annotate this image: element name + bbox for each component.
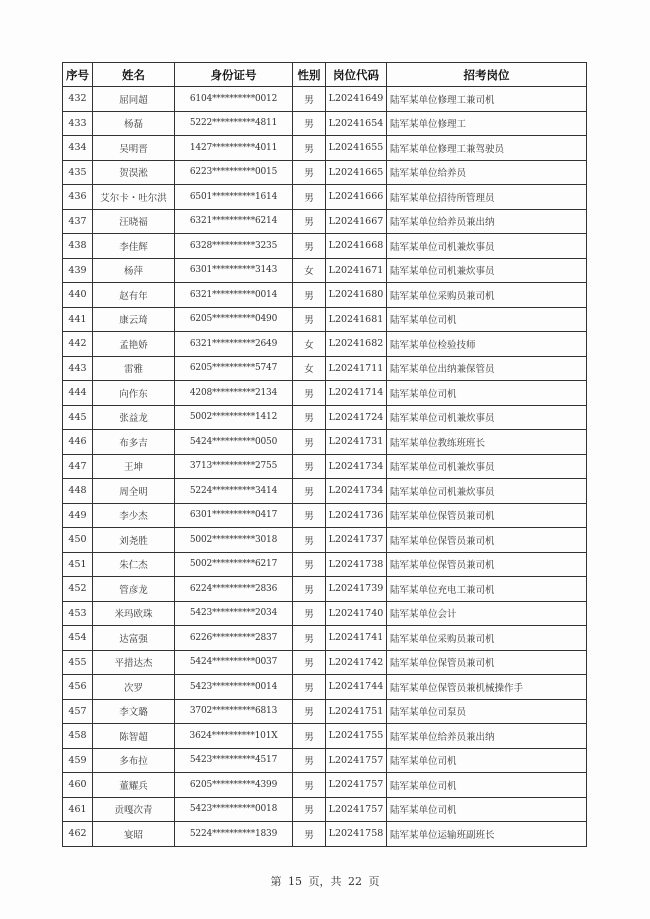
cell-gender: 男: [293, 699, 326, 724]
cell-name: 管彦龙: [93, 577, 175, 602]
cell-post-name: 陆军某单位保管员兼司机: [387, 528, 587, 553]
cell-id-number: 5424**********0050: [175, 430, 293, 455]
cell-gender: 女: [293, 332, 326, 357]
cell-gender: 男: [293, 160, 326, 185]
cell-gender: 男: [293, 503, 326, 528]
cell-name: 达富强: [93, 626, 175, 651]
table-row: [63, 479, 587, 504]
cell-gender: 男: [293, 307, 326, 332]
cell-id-number: 6205**********4399: [175, 773, 293, 798]
cell-index: 447: [63, 454, 93, 479]
table-row: [63, 601, 587, 626]
cell-id-number: 6301**********3143: [175, 258, 293, 283]
cell-gender: 男: [293, 773, 326, 798]
cell-id-number: 5423**********2034: [175, 601, 293, 626]
cell-name: 李文璐: [93, 699, 175, 724]
cell-post-name: 陆军某单位司机: [387, 748, 587, 773]
table-row: [63, 650, 587, 675]
cell-index: 459: [63, 748, 93, 773]
cell-gender: 男: [293, 283, 326, 308]
cell-post-code: L20241655: [326, 136, 387, 161]
header-id-number: 身份证号: [175, 63, 293, 87]
table-row: [63, 454, 587, 479]
cell-name: 艾尔卡・吐尔洪: [93, 185, 175, 210]
cell-post-name: 陆军某单位运输班副班长: [387, 822, 587, 847]
cell-id-number: 1427**********4011: [175, 136, 293, 161]
cell-id-number: 6224**********2836: [175, 577, 293, 602]
cell-index: 455: [63, 650, 93, 675]
table-row: [63, 675, 587, 700]
cell-index: 454: [63, 626, 93, 651]
cell-gender: 男: [293, 381, 326, 406]
cell-id-number: 3624**********101X: [175, 724, 293, 749]
table-row: [63, 234, 587, 259]
cell-post-code: L20241714: [326, 381, 387, 406]
cell-gender: 男: [293, 111, 326, 136]
cell-post-name: 陆军某单位采购员兼司机: [387, 283, 587, 308]
table-header-row: [63, 63, 587, 87]
cell-post-name: 陆军某单位司机兼炊事员: [387, 234, 587, 259]
cell-post-code: L20241668: [326, 234, 387, 259]
table-row: [63, 111, 587, 136]
cell-id-number: 6205**********0490: [175, 307, 293, 332]
page-number: 第 15 页，共 22 页: [270, 875, 380, 888]
cell-post-name: 陆军某单位司机兼炊事员: [387, 454, 587, 479]
cell-gender: 男: [293, 675, 326, 700]
cell-index: 434: [63, 136, 93, 161]
cell-post-code: L20241755: [326, 724, 387, 749]
table-row: [63, 430, 587, 455]
cell-post-name: 陆军某单位检验技师: [387, 332, 587, 357]
table-row: [63, 822, 587, 847]
cell-index: 432: [63, 87, 93, 112]
cell-name: 屈同超: [93, 87, 175, 112]
cell-index: 452: [63, 577, 93, 602]
cell-post-code: L20241667: [326, 209, 387, 234]
cell-name: 李少杰: [93, 503, 175, 528]
table-row: [63, 503, 587, 528]
cell-name: 平措达杰: [93, 650, 175, 675]
cell-id-number: 5224**********1839: [175, 822, 293, 847]
roster-table: [62, 62, 587, 847]
cell-name: 汪晓福: [93, 209, 175, 234]
cell-name: 向作东: [93, 381, 175, 406]
cell-name: 张益龙: [93, 405, 175, 430]
cell-post-code: L20241734: [326, 479, 387, 504]
cell-gender: 男: [293, 430, 326, 455]
cell-index: 457: [63, 699, 93, 724]
cell-gender: 男: [293, 185, 326, 210]
cell-gender: 男: [293, 87, 326, 112]
cell-post-name: 陆军某单位司泵员: [387, 699, 587, 724]
cell-id-number: 6205**********5747: [175, 356, 293, 381]
cell-id-number: 4208**********2134: [175, 381, 293, 406]
cell-post-name: 陆军某单位保管员兼司机: [387, 503, 587, 528]
cell-id-number: 5222**********4811: [175, 111, 293, 136]
cell-name: 周全明: [93, 479, 175, 504]
cell-post-code: L20241681: [326, 307, 387, 332]
cell-post-code: L20241757: [326, 748, 387, 773]
cell-post-code: L20241666: [326, 185, 387, 210]
cell-name: 孟艳娇: [93, 332, 175, 357]
cell-post-name: 陆军某单位司机: [387, 773, 587, 798]
cell-index: 450: [63, 528, 93, 553]
cell-index: 439: [63, 258, 93, 283]
table-row: [63, 528, 587, 553]
cell-id-number: 6301**********0417: [175, 503, 293, 528]
cell-gender: 男: [293, 601, 326, 626]
cell-index: 462: [63, 822, 93, 847]
cell-index: 460: [63, 773, 93, 798]
table-row: [63, 307, 587, 332]
cell-index: 451: [63, 552, 93, 577]
cell-id-number: 5002**********6217: [175, 552, 293, 577]
cell-gender: 男: [293, 209, 326, 234]
cell-post-name: 陆军某单位出纳兼保管员: [387, 356, 587, 381]
cell-id-number: 6321**********0014: [175, 283, 293, 308]
cell-id-number: 6321**********2649: [175, 332, 293, 357]
cell-post-code: L20241739: [326, 577, 387, 602]
cell-name: 雷雅: [93, 356, 175, 381]
cell-gender: 女: [293, 258, 326, 283]
cell-name: 次罗: [93, 675, 175, 700]
cell-post-code: L20241740: [326, 601, 387, 626]
cell-post-code: L20241731: [326, 430, 387, 455]
cell-post-name: 陆军某单位给养员兼出纳: [387, 724, 587, 749]
cell-id-number: 3713**********2755: [175, 454, 293, 479]
cell-index: 433: [63, 111, 93, 136]
cell-name: 多布拉: [93, 748, 175, 773]
cell-name: 刘尧胜: [93, 528, 175, 553]
cell-post-name: 陆军某单位司机: [387, 381, 587, 406]
cell-post-code: L20241736: [326, 503, 387, 528]
table-row: [63, 87, 587, 112]
cell-post-code: L20241751: [326, 699, 387, 724]
cell-id-number: 5002**********1412: [175, 405, 293, 430]
cell-gender: 男: [293, 528, 326, 553]
cell-index: 448: [63, 479, 93, 504]
cell-post-name: 陆军某单位保管员兼机械操作手: [387, 675, 587, 700]
cell-post-code: L20241711: [326, 356, 387, 381]
cell-gender: 男: [293, 479, 326, 504]
table-row: [63, 724, 587, 749]
cell-index: 444: [63, 381, 93, 406]
cell-post-name: 陆军某单位给养员: [387, 160, 587, 185]
cell-post-name: 陆军某单位修理工兼司机: [387, 87, 587, 112]
cell-post-name: 陆军某单位司机兼炊事员: [387, 479, 587, 504]
cell-index: 456: [63, 675, 93, 700]
cell-id-number: 6321**********6214: [175, 209, 293, 234]
cell-post-code: L20241665: [326, 160, 387, 185]
cell-index: 446: [63, 430, 93, 455]
cell-id-number: 5224**********3414: [175, 479, 293, 504]
cell-post-code: L20241741: [326, 626, 387, 651]
cell-name: 康云琦: [93, 307, 175, 332]
cell-post-code: L20241737: [326, 528, 387, 553]
table-row: [63, 552, 587, 577]
cell-index: 443: [63, 356, 93, 381]
cell-post-code: L20241654: [326, 111, 387, 136]
cell-gender: 男: [293, 626, 326, 651]
cell-index: 437: [63, 209, 93, 234]
cell-gender: 男: [293, 822, 326, 847]
cell-name: 贡嘎次青: [93, 797, 175, 822]
cell-post-code: L20241724: [326, 405, 387, 430]
table-row: [63, 185, 587, 210]
cell-id-number: 6328**********3235: [175, 234, 293, 259]
table-row: [63, 699, 587, 724]
cell-index: 449: [63, 503, 93, 528]
cell-name: 吴明晋: [93, 136, 175, 161]
cell-gender: 男: [293, 552, 326, 577]
cell-name: 布多吉: [93, 430, 175, 455]
cell-name: 赵有年: [93, 283, 175, 308]
cell-id-number: 5423**********0014: [175, 675, 293, 700]
cell-id-number: 5424**********0037: [175, 650, 293, 675]
cell-index: 445: [63, 405, 93, 430]
cell-post-code: L20241734: [326, 454, 387, 479]
header-post-name: 招考岗位: [387, 63, 587, 87]
table-row: [63, 405, 587, 430]
cell-post-name: 陆军某单位保管员兼司机: [387, 552, 587, 577]
cell-id-number: 6226**********2837: [175, 626, 293, 651]
table-row: [63, 209, 587, 234]
cell-gender: 男: [293, 724, 326, 749]
cell-post-name: 陆军某单位采购员兼司机: [387, 626, 587, 651]
table-row: [63, 381, 587, 406]
cell-post-name: 陆军某单位司机: [387, 307, 587, 332]
cell-post-code: L20241682: [326, 332, 387, 357]
cell-name: 杨萍: [93, 258, 175, 283]
cell-post-code: L20241671: [326, 258, 387, 283]
cell-post-code: L20241738: [326, 552, 387, 577]
cell-id-number: 6223**********0015: [175, 160, 293, 185]
cell-post-code: L20241757: [326, 773, 387, 798]
cell-id-number: 5423**********0018: [175, 797, 293, 822]
cell-id-number: 5423**********4517: [175, 748, 293, 773]
cell-id-number: 6501**********1614: [175, 185, 293, 210]
cell-name: 贺淏淞: [93, 160, 175, 185]
cell-post-name: 陆军某单位司机兼炊事员: [387, 405, 587, 430]
cell-name: 米玛欧珠: [93, 601, 175, 626]
cell-post-name: 陆军某单位修理工兼驾驶员: [387, 136, 587, 161]
cell-index: 458: [63, 724, 93, 749]
cell-id-number: 5002**********3018: [175, 528, 293, 553]
cell-name: 宴昭: [93, 822, 175, 847]
cell-post-code: L20241757: [326, 797, 387, 822]
cell-index: 461: [63, 797, 93, 822]
cell-name: 朱仁杰: [93, 552, 175, 577]
cell-gender: 男: [293, 748, 326, 773]
table-row: [63, 773, 587, 798]
cell-index: 436: [63, 185, 93, 210]
header-name: 姓名: [93, 63, 175, 87]
cell-id-number: 3702**********6813: [175, 699, 293, 724]
cell-post-name: 陆军某单位修理工: [387, 111, 587, 136]
cell-gender: 男: [293, 797, 326, 822]
cell-index: 441: [63, 307, 93, 332]
cell-name: 王坤: [93, 454, 175, 479]
cell-post-code: L20241649: [326, 87, 387, 112]
table-row: [63, 748, 587, 773]
table-row: [63, 797, 587, 822]
cell-post-code: L20241758: [326, 822, 387, 847]
cell-gender: 男: [293, 454, 326, 479]
cell-index: 453: [63, 601, 93, 626]
cell-index: 438: [63, 234, 93, 259]
table-row: [63, 626, 587, 651]
cell-post-name: 陆军某单位充电工兼司机: [387, 577, 587, 602]
header-post-code: 岗位代码: [326, 63, 387, 87]
table-row: [63, 136, 587, 161]
cell-gender: 男: [293, 234, 326, 259]
cell-gender: 男: [293, 577, 326, 602]
cell-post-name: 陆军某单位会计: [387, 601, 587, 626]
cell-gender: 男: [293, 405, 326, 430]
cell-index: 435: [63, 160, 93, 185]
table-body: [63, 87, 587, 847]
cell-post-name: 陆军某单位给养员兼出纳: [387, 209, 587, 234]
cell-post-name: 陆军某单位教练班班长: [387, 430, 587, 455]
header-gender: 性别: [293, 63, 326, 87]
cell-name: 董耀兵: [93, 773, 175, 798]
cell-post-name: 陆军某单位司机: [387, 797, 587, 822]
cell-name: 陈智超: [93, 724, 175, 749]
cell-gender: 男: [293, 650, 326, 675]
cell-post-name: 陆军某单位司机兼炊事员: [387, 258, 587, 283]
cell-id-number: 6104**********0012: [175, 87, 293, 112]
cell-post-name: 陆军某单位招待所管理员: [387, 185, 587, 210]
cell-post-code: L20241742: [326, 650, 387, 675]
table-row: [63, 332, 587, 357]
cell-index: 440: [63, 283, 93, 308]
table-row: [63, 160, 587, 185]
header-index: 序号: [63, 63, 93, 87]
cell-post-code: L20241680: [326, 283, 387, 308]
table-row: [63, 577, 587, 602]
cell-post-name: 陆军某单位保管员兼司机: [387, 650, 587, 675]
cell-post-code: L20241744: [326, 675, 387, 700]
table-row: [63, 356, 587, 381]
cell-index: 442: [63, 332, 93, 357]
cell-gender: 男: [293, 136, 326, 161]
table-row: [63, 283, 587, 308]
cell-name: 李佳辉: [93, 234, 175, 259]
cell-name: 杨磊: [93, 111, 175, 136]
cell-gender: 女: [293, 356, 326, 381]
table-row: [63, 258, 587, 283]
